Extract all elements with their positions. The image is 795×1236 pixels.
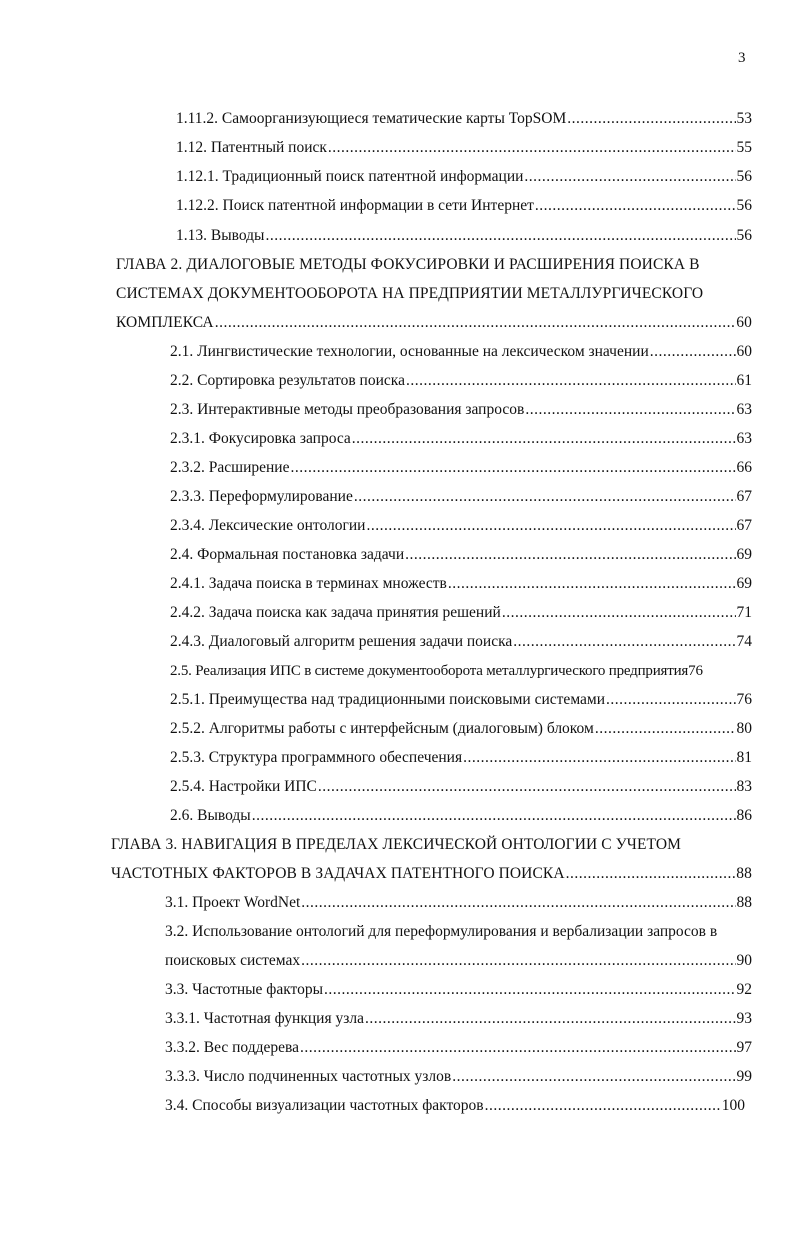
toc-entry — [176, 136, 752, 160]
chapter-heading-line: ГЛАВА 3. НАВИГАЦИЯ В ПРЕДЕЛАХ ЛЕКСИЧЕСКОЙ ОНТОЛОГИИ С УЧЕТОМ — [111, 836, 682, 853]
chapter-heading-line: ГЛАВА 2. ДИАЛОГОВЫЕ МЕТОДЫ ФОКУСИРОВКИ И РАСШИРЕНИЯ ПОИСКА В — [116, 256, 700, 273]
toc-entry-page: 56 — [736, 168, 752, 185]
toc-entry-page: 80 — [736, 720, 752, 737]
toc-entry-page: 69 — [736, 546, 752, 563]
dot-leader — [566, 862, 736, 886]
dot-leader — [513, 630, 735, 654]
toc-entry-page: 86 — [736, 807, 752, 824]
dot-leader — [405, 543, 735, 567]
toc-entry-label: 1.11.2. Самоорганизующиеся тематические карты TopSOM — [176, 110, 567, 127]
toc-entry-label: 3.3.3. Число подчиненных частотных узлов — [165, 1068, 452, 1085]
toc-entry — [165, 1094, 745, 1118]
toc-entry-label: 3.3.1. Частотная функция узла — [165, 1010, 364, 1027]
toc-entry-page: 56 — [736, 227, 752, 244]
toc-entry-page: 76 — [736, 691, 752, 708]
toc-entry-page: 56 — [736, 197, 752, 214]
toc-entry-label: 2.2. Сортировка результатов поиска — [170, 372, 405, 389]
toc-entry-page: 69 — [736, 575, 752, 592]
toc-entry-page: 88 — [736, 865, 752, 882]
toc-entry-page: 93 — [736, 1010, 752, 1027]
toc-entry-label: 3.3.2. Вес поддерева — [165, 1039, 299, 1056]
dot-leader — [535, 194, 736, 218]
toc-entry — [170, 543, 752, 567]
dot-leader — [265, 224, 735, 248]
toc-entry-label: 2.1. Лингвистические технологии, основанные на лексическом значении — [170, 343, 649, 360]
toc-entry-label: 2.5. Реализация ИПС в системе документооборота металлургического предприятия — [170, 663, 689, 679]
toc-entry — [170, 398, 752, 422]
toc-entry — [170, 775, 752, 799]
toc-entry — [165, 949, 752, 973]
toc-entry — [170, 369, 752, 393]
toc-entry-label: 2.4. Формальная постановка задачи — [170, 546, 405, 563]
toc-entry — [170, 659, 752, 683]
dot-leader — [215, 311, 736, 335]
toc-entry — [170, 717, 752, 741]
toc-entry-page: 71 — [736, 604, 752, 621]
toc-entry-page: 92 — [736, 981, 752, 998]
toc-entry-page: 90 — [736, 952, 752, 969]
toc-entry-page: 81 — [736, 749, 752, 766]
page-number: 3 — [738, 50, 746, 66]
toc-entry — [165, 1036, 752, 1060]
toc-entry-label: 1.12.2. Поиск патентной информации в сети Интернет — [176, 197, 534, 214]
toc-entry — [165, 978, 752, 1002]
toc-entry-page: 88 — [736, 894, 752, 911]
toc-entry-label: 2.5.3. Структура программного обеспечения — [170, 749, 463, 766]
toc-entry-label: 2.5.4. Настройки ИПС — [170, 778, 317, 795]
toc-entry — [176, 194, 752, 218]
dot-leader — [324, 978, 735, 1002]
dot-leader — [300, 1036, 736, 1060]
toc-entry-label: 2.3.3. Переформулирование — [170, 488, 353, 505]
dot-leader — [352, 427, 736, 451]
toc-entry — [170, 688, 752, 712]
toc-entry — [176, 107, 752, 131]
dot-leader — [595, 717, 736, 741]
dot-leader — [525, 398, 735, 422]
toc-entry-label: 3.3. Частотные факторы — [165, 981, 324, 998]
toc-entry-line: 3.2. Использование онтологий для переформулирования и вербализации запросов в — [165, 923, 718, 940]
toc-entry — [170, 746, 752, 770]
toc-entry-page: 60 — [736, 314, 752, 331]
toc-entry-label: 2.4.2. Задача поиска как задача принятия решений — [170, 604, 501, 621]
toc-entry — [165, 1007, 752, 1031]
toc-entry-page: 60 — [736, 343, 752, 360]
toc-entry-page: 63 — [736, 430, 752, 447]
dot-leader — [301, 949, 735, 973]
toc-entry-page: 67 — [736, 517, 752, 534]
dot-leader — [502, 601, 736, 625]
toc-entry-label: ЧАСТОТНЫХ ФАКТОРОВ В ЗАДАЧАХ ПАТЕНТНОГО ПОИСКА — [111, 865, 565, 882]
toc-entry-label: 1.12.1. Традиционный поиск патентной информации — [176, 168, 524, 185]
toc-entry-page: 74 — [736, 633, 752, 650]
toc-entry — [176, 224, 752, 248]
dot-leader — [301, 891, 735, 915]
toc-entry-page: 61 — [736, 372, 752, 389]
toc-entry-label: 1.13. Выводы — [176, 227, 265, 244]
dot-leader — [366, 514, 735, 538]
toc-entry-label: 2.5.1. Преимущества над традиционными поисковыми системами — [170, 691, 605, 708]
toc-entry-page: 76 — [688, 663, 703, 679]
toc-entry-page: 67 — [736, 488, 752, 505]
dot-leader — [318, 775, 736, 799]
toc-entry-label: 2.6. Выводы — [170, 807, 251, 824]
toc-entry — [165, 891, 752, 915]
toc-entry-page: 99 — [736, 1068, 752, 1085]
toc-entry-label: 2.3.2. Расширение — [170, 459, 290, 476]
dot-leader — [448, 572, 736, 596]
toc-entry — [170, 804, 752, 828]
toc-entry-page: 97 — [736, 1039, 752, 1056]
dot-leader — [354, 485, 736, 509]
toc-entry-page: 100 — [721, 1097, 745, 1114]
toc-entry-label: 2.3.4. Лексические онтологии — [170, 517, 366, 534]
toc-entry-chapter — [116, 311, 752, 335]
toc-entry — [176, 165, 752, 189]
toc-entry-page: 55 — [736, 139, 752, 156]
toc-entry — [170, 572, 752, 596]
dot-leader — [290, 456, 735, 480]
toc-entry — [170, 427, 752, 451]
toc-entry-label: 1.12. Патентный поиск — [176, 139, 327, 156]
dot-leader — [650, 340, 736, 364]
toc-entry-page: 53 — [736, 110, 752, 127]
dot-leader — [524, 165, 735, 189]
toc-entry — [170, 601, 752, 625]
dot-leader — [365, 1007, 736, 1031]
dot-leader — [406, 369, 736, 393]
toc-entry — [170, 340, 752, 364]
dot-leader — [463, 746, 735, 770]
toc-entry — [170, 630, 752, 654]
toc-entry — [170, 514, 752, 538]
dot-leader — [485, 1094, 721, 1118]
dot-leader — [452, 1065, 735, 1089]
toc-entry-label: 2.5.2. Алгоритмы работы с интерфейсным (диалоговым) блоком — [170, 720, 594, 737]
dot-leader — [328, 136, 736, 160]
toc-entry-page: 83 — [736, 778, 752, 795]
toc-entry-label: 2.4.1. Задача поиска в терминах множеств — [170, 575, 447, 592]
toc-entry-chapter — [111, 862, 752, 886]
toc-entry-page: 66 — [736, 459, 752, 476]
dot-leader — [252, 804, 736, 828]
toc-entry-label: 2.3. Интерактивные методы преобразования запросов — [170, 401, 525, 418]
toc-entry — [170, 485, 752, 509]
toc-entry-label: поисковых системах — [165, 952, 301, 969]
toc-entry-label: 2.4.3. Диалоговый алгоритм решения задачи поиска — [170, 633, 513, 650]
toc-entry-page: 63 — [736, 401, 752, 418]
toc-entry-label: 3.4. Способы визуализации частотных факторов — [165, 1097, 484, 1114]
chapter-heading-line: СИСТЕМАХ ДОКУМЕНТООБОРОТА НА ПРЕДПРИЯТИИ МЕТАЛЛУРГИЧЕСКОГО — [116, 285, 704, 302]
dot-leader — [606, 688, 736, 712]
dot-leader — [567, 107, 735, 131]
toc-entry-label: 2.3.1. Фокусировка запроса — [170, 430, 351, 447]
toc-entry — [170, 456, 752, 480]
toc-entry-label: КОМПЛЕКСА — [116, 314, 214, 331]
toc-entry — [165, 1065, 752, 1089]
toc-entry-label: 3.1. Проект WordNet — [165, 894, 301, 911]
